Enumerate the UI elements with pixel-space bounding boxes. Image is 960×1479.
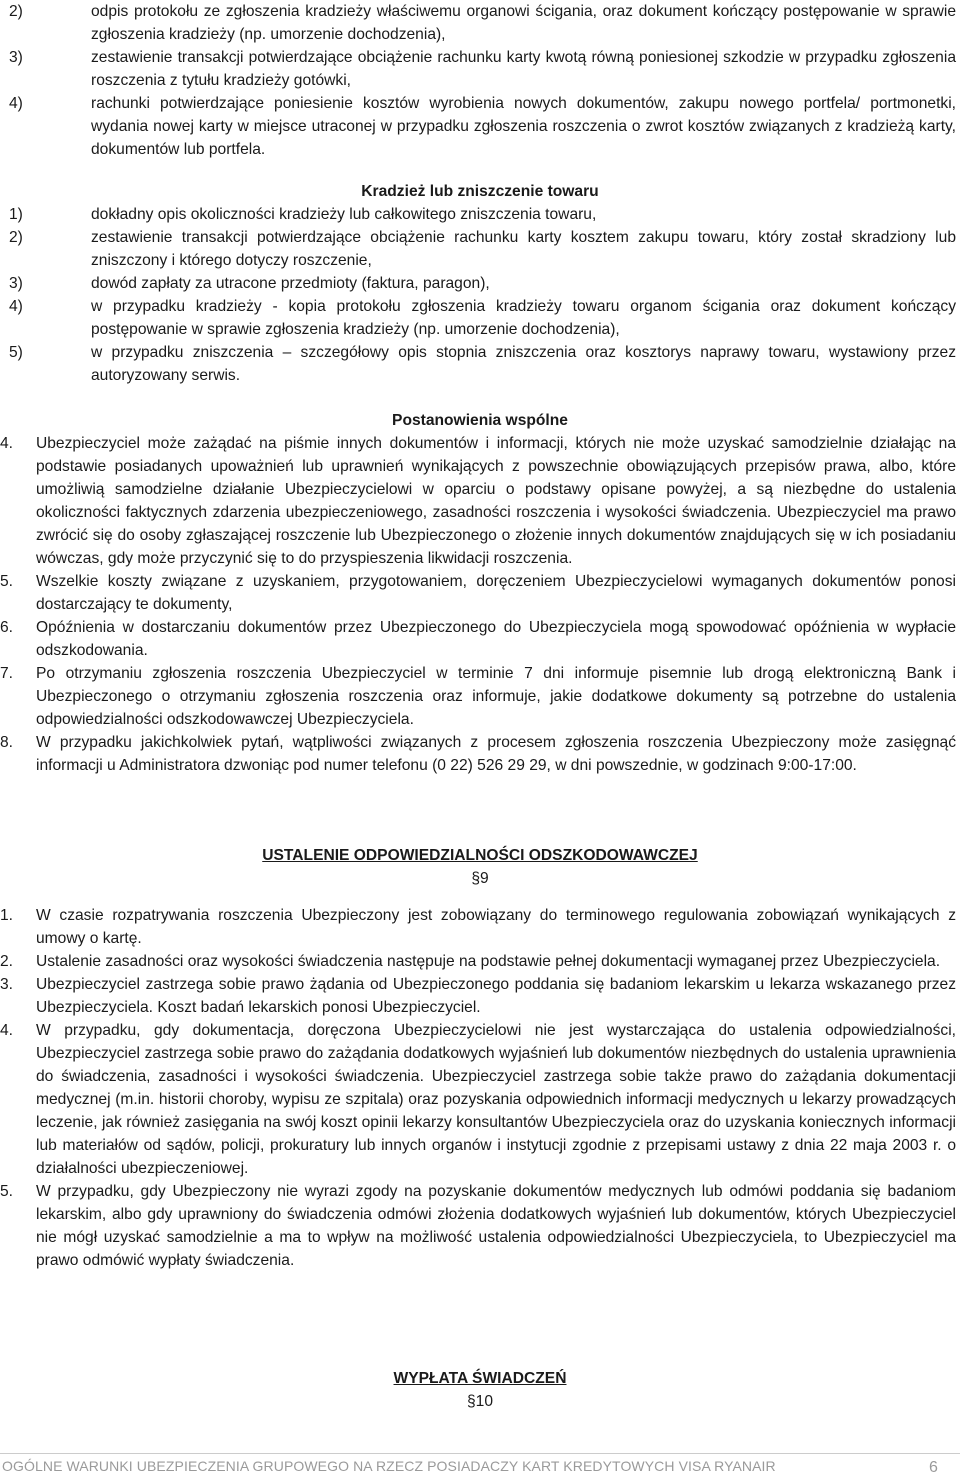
list-text: Opóźnienia w dostarczaniu dokumentów przez Ubezpieczonego do Ubezpieczyciela mogą spowodować opóźnienia w wypłacie odszkodowania. (36, 619, 956, 659)
list-number: 2. (0, 953, 14, 970)
list-text: Ubezpieczyciel może zażądać na piśmie innych dokumentów i informacji, których nie może uzyskać samodzielnie działając na podstawie posiadanych upoważnień lub uprawnień wynikających z powszechnie obowiązujących przepisów prawa, albo, które umożliwią samodzielne działanie Ubezpieczycielowi w oparciu o podstawy opisane powyżej, a są niezbędne do ustalenia okoliczności faktycznych zdarzenia ubezpieczeniowego, zasadności roszczenia i wysokości świadczenia. Ubezpieczyciel ma prawo zwrócić się do osoby zgłaszającej roszczenie lub Ubezpieczonego o złożenie innych dokumentów znajdujących się w ich posiadaniu wówczas, gdy może przyczynić się to do przyspieszenia likwidacji roszczenia. (36, 435, 956, 567)
list-text: zestawienie transakcji potwierdzające obciążenie rachunku karty kwotą równą poniesionej szkodzie w przypadku zgłoszenia roszczenia z tytułu kradzieży gotówki, (91, 49, 956, 89)
list-number: 5. (0, 1183, 14, 1200)
list-item (0, 616, 960, 662)
list-text: W przypadku, gdy dokumentacja, doręczona Ubezpieczycielowi nie jest wystarczająca do ustalenia odpowiedzialności, Ubezpieczyciel zastrzega sobie prawo do zażądania dodatkowych wyjaśnień lub dokumentów niezbędnych do ustalenia uprawnienia do świadczenia, zasadności i wysokości świadczenia. Ubezpieczyciel zastrzega sobie także prawo do zażądania dokumentacji medycznej (m.in. historii choroby, wypisu ze szpitala) oraz pozyskania odpowiednich informacji medycznych u lekarzy prowadzących leczenie, jak również zasięgania na swój koszt opinii lekarzy konsultantów Ubezpieczyciela oraz do uzyskania koniecznych informacji lub materiałów od sądów, policji, prokuratury lub innych organów i instytucji zgodnie z przepisami ustawy z dnia 22 maja 2003 r. o działalności ubezpieczeniowej. (36, 1022, 956, 1177)
list-number: 2) (9, 229, 23, 246)
paragraph-number: §9 (471, 870, 489, 887)
list-number: 4) (9, 298, 23, 315)
list-number: 1) (9, 206, 23, 223)
list-number: 4) (9, 95, 23, 112)
list-number: 8. (0, 734, 14, 751)
list-item (0, 1019, 960, 1180)
list-text: Wszelkie koszty związane z uzyskaniem, przygotowaniem, doręczeniem Ubezpieczycielowi wymaganych dokumentów ponosi dostarczający te dokumenty, (36, 573, 956, 613)
section-heading: Kradzież lub zniszczenie towaru (361, 183, 599, 200)
list-item (0, 295, 960, 341)
footer-title: OGÓLNE WARUNKI UBEZPIECZENIA GRUPOWEGO NA RZECZ POSIADACZY KART KREDYTOWYCH VISA RYANAIR (2, 1458, 776, 1474)
list-item (0, 731, 960, 777)
list-item (0, 92, 960, 161)
list-item (0, 904, 960, 950)
list-number: 3. (0, 976, 14, 993)
list-text: Po otrzymaniu zgłoszenia roszczenia Ubezpieczyciel w terminie 7 dni informuje pisemnie lub drogą elektroniczną Bank i Ubezpieczonego o otrzymaniu zgłoszenia roszczenia oraz informuje, jakie dodatkowe dokumenty są potrzebne do ustalenia odpowiedzialności odszkodowawczej Ubezpieczyciela. (36, 665, 956, 728)
list-number: 4. (0, 1022, 14, 1039)
list-text: w przypadku zniszczenia – szczegółowy opis stopnia zniszczenia oraz kosztorys naprawy towaru, wystawiony przez autoryzowany serwis. (91, 344, 956, 384)
paragraph-number: §10 (466, 1393, 494, 1410)
list-text: Ustalenie zasadności oraz wysokości świadczenia następuje na podstawie pełnej dokumentacji wymaganej przez Ubezpieczyciela. (36, 953, 941, 970)
liability-section (0, 844, 960, 1272)
list-number: 4. (0, 435, 14, 452)
payout-section (0, 1367, 960, 1413)
list-item (0, 570, 960, 616)
list-number: 7. (0, 665, 14, 682)
list-item (0, 662, 960, 731)
list-number: 2) (9, 3, 23, 20)
list-number: 5. (0, 573, 14, 590)
page-number: 6 (929, 1459, 938, 1476)
section-heading: WYPŁATA ŚWIADCZEŃ (393, 1370, 567, 1387)
top-list (0, 0, 960, 161)
list-text: W przypadku jakichkolwiek pytań, wątpliwości związanych z procesem zgłoszenia roszczenia Ubezpieczony może zasięgnąć informacji u Administratora dzwoniąc pod numer telefonu (0 22) 526 29 29, w dni powszednie, w godzinach 9:00-17:00. (36, 734, 956, 774)
section-heading: Postanowienia wspólne (392, 412, 568, 429)
list-item (0, 46, 960, 92)
list-text: dokładny opis okoliczności kradzieży lub całkowitego zniszczenia towaru, (91, 206, 597, 223)
list-text: zestawienie transakcji potwierdzające obciążenie rachunku karty kosztem zakupu towaru, który został skradziony lub zniszczony i którego dotyczy roszczenie, (91, 229, 956, 269)
list-item (0, 341, 960, 387)
list-text: Ubezpieczyciel zastrzega sobie prawo żądania od Ubezpieczonego poddania się badaniom lekarskim u lekarza wskazanego przez Ubezpieczyciela. Koszt badań lekarskich ponosi Ubezpieczyciel. (36, 976, 956, 1016)
list-number: 5) (9, 344, 23, 361)
list-text: W czasie rozpatrywania roszczenia Ubezpieczony jest zobowiązany do terminowego regulowania zobowiązań wynikających z umowy o kartę. (36, 907, 956, 947)
list-number: 1. (0, 907, 14, 924)
list-item (0, 950, 960, 973)
list-item (0, 973, 960, 1019)
list-item (0, 272, 960, 295)
list-text: W przypadku, gdy Ubezpieczony nie wyrazi zgody na pozyskanie dokumentów medycznych lub odmówi poddania się badaniom lekarskim, albo gdy uprawniony do świadczenia odmówi złożenia dodatkowych wyjaśnień lub dokumentów, których Ubezpieczyciel nie mógł uzyskać samodzielnie a ma to wpływ na możliwość ustalenia odpowiedzialności Ubezpieczyciela, to Ubezpieczyciel ma prawo odmówić wypłaty świadczenia. (36, 1183, 956, 1269)
section-heading: USTALENIE ODPOWIEDZIALNOŚCI ODSZKODOWAWCZEJ (262, 847, 698, 864)
theft-section (0, 180, 960, 387)
page-footer (0, 1453, 960, 1478)
list-item (0, 226, 960, 272)
list-number: 3) (9, 275, 23, 292)
common-section (0, 409, 960, 777)
list-item (0, 0, 960, 46)
list-number: 6. (0, 619, 14, 636)
list-item (0, 432, 960, 570)
list-text: rachunki potwierdzające poniesienie kosztów wyrobienia nowych dokumentów, zakupu nowego portfela/ portmonetki, wydania nowej karty w miejsce utraconej w przypadku zgłoszenia roszczenia o zwrot kosztów związanych z kradzieżą karty, dokumentów lub portfela. (91, 95, 956, 158)
footer-divider (0, 1453, 960, 1454)
list-text: odpis protokołu ze zgłoszenia kradzieży właściwemu organowi ścigania, oraz dokument kończący postępowanie w sprawie zgłoszenia kradzieży (np. umorzenie dochodzenia), (91, 3, 956, 43)
list-item (0, 203, 960, 226)
list-number: 3) (9, 49, 23, 66)
list-text: w przypadku kradzieży - kopia protokołu zgłoszenia kradzieży towaru organom ścigania oraz dokument kończący postępowanie w sprawie zgłoszenia kradzieży (np. umorzenie dochodzenia), (91, 298, 956, 338)
list-text: dowód zapłaty za utracone przedmioty (faktura, paragon), (91, 275, 490, 292)
list-item (0, 1180, 960, 1272)
